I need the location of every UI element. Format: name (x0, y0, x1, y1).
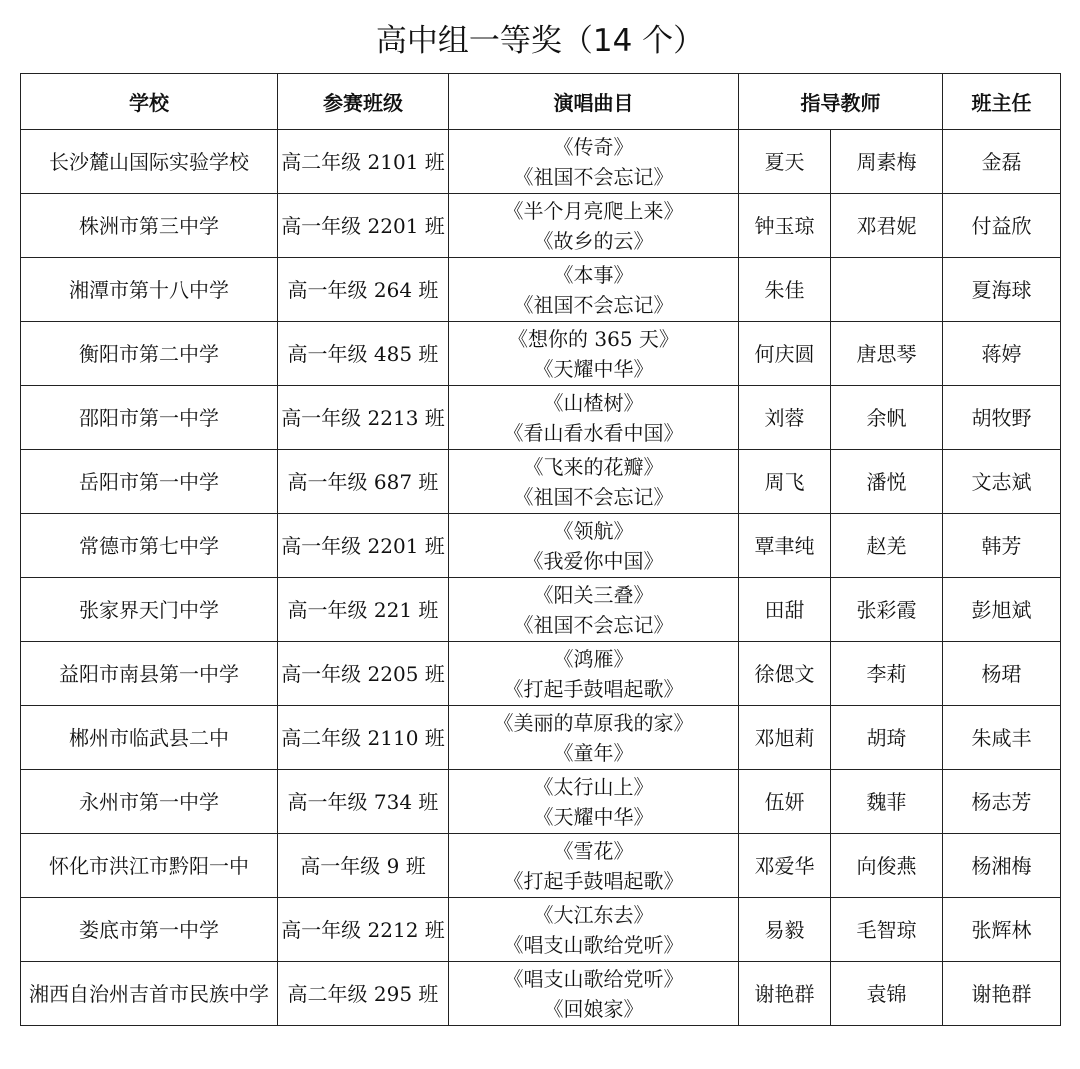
head-teacher-cell: 杨湘梅 (943, 834, 1061, 898)
songs-cell (449, 578, 739, 642)
song-1: 《领航》 (553, 518, 634, 543)
song-1: 《唱支山歌给党听》 (503, 966, 684, 991)
head-teacher-cell: 付益欣 (943, 194, 1061, 258)
instructor-1-cell: 徐偲文 (739, 642, 831, 706)
song-1: 《想你的 365 天》 (508, 326, 679, 351)
class-cell: 高一年级 687 班 (278, 450, 449, 514)
table-row (21, 834, 1061, 898)
song-2: 《打起手鼓唱起歌》 (503, 676, 684, 701)
song-1: 《大江东去》 (533, 902, 654, 927)
songs-cell (449, 834, 739, 898)
header-head-teacher: 班主任 (943, 74, 1061, 130)
song-1: 《鸿雁》 (553, 646, 634, 671)
head-teacher-cell: 杨珺 (943, 642, 1061, 706)
table-row (21, 258, 1061, 322)
school-cell: 湘西自治州吉首市民族中学 (21, 962, 278, 1026)
class-cell: 高一年级 2213 班 (278, 386, 449, 450)
school-cell: 湘潭市第十八中学 (21, 258, 278, 322)
songs-cell (449, 386, 739, 450)
songs-cell (449, 258, 739, 322)
instructor-1-cell: 谢艳群 (739, 962, 831, 1026)
song-2: 《故乡的云》 (533, 228, 654, 253)
instructor-2-cell (831, 258, 943, 322)
class-cell: 高一年级 221 班 (278, 578, 449, 642)
school-cell: 常德市第七中学 (21, 514, 278, 578)
song-1: 《雪花》 (553, 838, 634, 863)
instructor-2-cell: 唐思琴 (831, 322, 943, 386)
header-school: 学校 (21, 74, 278, 130)
instructor-1-cell: 覃聿纯 (739, 514, 831, 578)
instructor-2-cell: 毛智琼 (831, 898, 943, 962)
instructor-2-cell: 邓君妮 (831, 194, 943, 258)
head-teacher-cell: 夏海球 (943, 258, 1061, 322)
awards-table (20, 73, 1061, 1026)
head-teacher-cell: 杨志芳 (943, 770, 1061, 834)
instructor-1-cell: 朱佳 (739, 258, 831, 322)
song-2: 《祖国不会忘记》 (513, 612, 674, 637)
table-row (21, 130, 1061, 194)
instructor-1-cell: 刘蓉 (739, 386, 831, 450)
song-2: 《打起手鼓唱起歌》 (503, 868, 684, 893)
song-2: 《天耀中华》 (533, 804, 654, 829)
school-cell: 邵阳市第一中学 (21, 386, 278, 450)
song-2: 《童年》 (553, 740, 634, 765)
head-teacher-cell: 彭旭斌 (943, 578, 1061, 642)
header-songs: 演唱曲目 (449, 74, 739, 130)
head-teacher-cell: 谢艳群 (943, 962, 1061, 1026)
class-cell: 高二年级 2110 班 (278, 706, 449, 770)
song-2: 《祖国不会忘记》 (513, 484, 674, 509)
song-1: 《阳关三叠》 (533, 582, 654, 607)
instructor-2-cell: 周素梅 (831, 130, 943, 194)
page-title: 高中组一等奖（14 个） (375, 23, 705, 59)
songs-cell (449, 642, 739, 706)
school-cell: 株洲市第三中学 (21, 194, 278, 258)
school-cell: 怀化市洪江市黔阳一中 (21, 834, 278, 898)
instructor-1-cell: 周飞 (739, 450, 831, 514)
school-cell: 郴州市临武县二中 (21, 706, 278, 770)
song-2: 《祖国不会忘记》 (513, 292, 674, 317)
song-2: 《祖国不会忘记》 (513, 164, 674, 189)
class-cell: 高一年级 2205 班 (278, 642, 449, 706)
instructor-1-cell: 伍妍 (739, 770, 831, 834)
header-instructor: 指导教师 (739, 74, 943, 130)
table-row (21, 770, 1061, 834)
instructor-1-cell: 夏天 (739, 130, 831, 194)
song-1: 《太行山上》 (533, 774, 654, 799)
instructor-1-cell: 邓爱华 (739, 834, 831, 898)
head-teacher-cell: 胡牧野 (943, 386, 1061, 450)
head-teacher-cell: 文志斌 (943, 450, 1061, 514)
instructor-2-cell: 赵羌 (831, 514, 943, 578)
songs-cell (449, 706, 739, 770)
song-2: 《看山看水看中国》 (503, 420, 684, 445)
table-row (21, 962, 1061, 1026)
table-row (21, 450, 1061, 514)
class-cell: 高二年级 295 班 (278, 962, 449, 1026)
table-row (21, 898, 1061, 962)
song-2: 《我爱你中国》 (523, 548, 664, 573)
instructor-2-cell: 袁锦 (831, 962, 943, 1026)
class-cell: 高一年级 734 班 (278, 770, 449, 834)
head-teacher-cell: 金磊 (943, 130, 1061, 194)
instructor-1-cell: 田甜 (739, 578, 831, 642)
songs-cell (449, 194, 739, 258)
school-cell: 永州市第一中学 (21, 770, 278, 834)
song-2: 《唱支山歌给党听》 (503, 932, 684, 957)
school-cell: 娄底市第一中学 (21, 898, 278, 962)
instructor-2-cell: 向俊燕 (831, 834, 943, 898)
table-row (21, 514, 1061, 578)
song-2: 《回娘家》 (543, 996, 644, 1021)
instructor-2-cell: 余帆 (831, 386, 943, 450)
songs-cell (449, 450, 739, 514)
song-1: 《本事》 (553, 262, 634, 287)
head-teacher-cell: 蒋婷 (943, 322, 1061, 386)
instructor-1-cell: 邓旭莉 (739, 706, 831, 770)
class-cell: 高一年级 2201 班 (278, 514, 449, 578)
instructor-1-cell: 何庆圆 (739, 322, 831, 386)
school-cell: 益阳市南县第一中学 (21, 642, 278, 706)
songs-cell (449, 962, 739, 1026)
head-teacher-cell: 朱咸丰 (943, 706, 1061, 770)
head-teacher-cell: 张辉林 (943, 898, 1061, 962)
song-1: 《传奇》 (553, 134, 634, 159)
school-cell: 张家界天门中学 (21, 578, 278, 642)
table-row (21, 322, 1061, 386)
songs-cell (449, 130, 739, 194)
table-row (21, 578, 1061, 642)
song-1: 《山楂树》 (543, 390, 644, 415)
song-2: 《天耀中华》 (533, 356, 654, 381)
class-cell: 高一年级 264 班 (278, 258, 449, 322)
songs-cell (449, 514, 739, 578)
class-cell: 高一年级 2201 班 (278, 194, 449, 258)
instructor-2-cell: 李莉 (831, 642, 943, 706)
school-cell: 长沙麓山国际实验学校 (21, 130, 278, 194)
class-cell: 高一年级 485 班 (278, 322, 449, 386)
class-cell: 高一年级 2212 班 (278, 898, 449, 962)
school-cell: 衡阳市第二中学 (21, 322, 278, 386)
instructor-1-cell: 易毅 (739, 898, 831, 962)
table-body (21, 130, 1061, 1026)
table-row (21, 642, 1061, 706)
instructor-2-cell: 胡琦 (831, 706, 943, 770)
class-cell: 高一年级 9 班 (278, 834, 449, 898)
songs-cell (449, 898, 739, 962)
songs-cell (449, 770, 739, 834)
instructor-2-cell: 张彩霞 (831, 578, 943, 642)
song-1: 《美丽的草原我的家》 (493, 710, 694, 735)
school-cell: 岳阳市第一中学 (21, 450, 278, 514)
songs-cell (449, 322, 739, 386)
table-row (21, 706, 1061, 770)
song-1: 《半个月亮爬上来》 (503, 198, 684, 223)
table-row (21, 386, 1061, 450)
table-row (21, 194, 1061, 258)
song-1: 《飞来的花瓣》 (523, 454, 664, 479)
table-header-row (21, 74, 1061, 130)
instructor-2-cell: 潘悦 (831, 450, 943, 514)
instructor-2-cell: 魏菲 (831, 770, 943, 834)
header-class: 参赛班级 (278, 74, 449, 130)
head-teacher-cell: 韩芳 (943, 514, 1061, 578)
instructor-1-cell: 钟玉琼 (739, 194, 831, 258)
class-cell: 高二年级 2101 班 (278, 130, 449, 194)
